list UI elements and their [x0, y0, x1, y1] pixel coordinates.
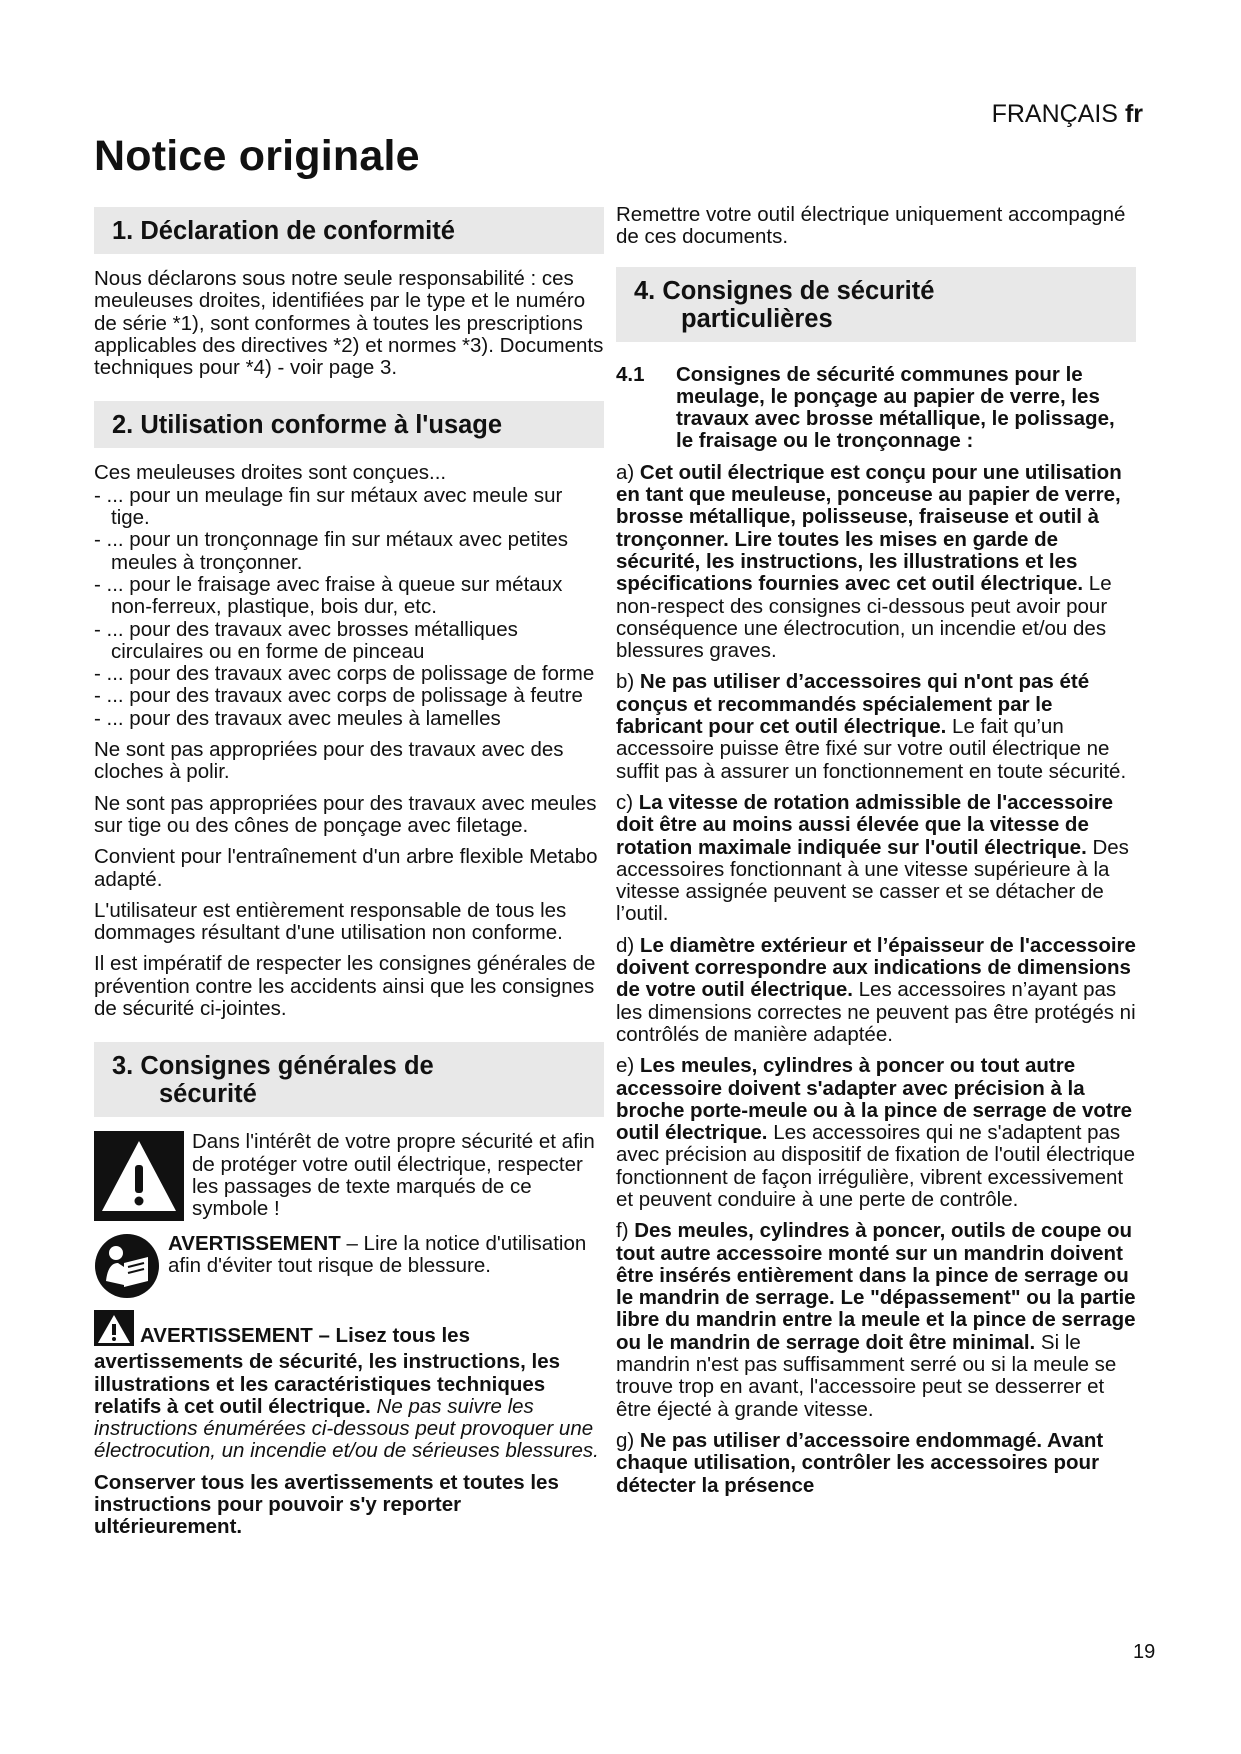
safety-item-f: f) Des meules, cylindres à poncer, outils de coupe ou tout autre accessoire monté sur un mandrin doivent être insérés entièrement dans la pince de serrage ou le mandrin de serrage. Le "dépassement" ou la partie libre du mandrin entre la meule et la pince de serrage ou le mandrin de serrage doit être minimal. Si le mandrin n'est pas suffisamment serré ou si la meule se trouve trop en avant, l'accessoire peut se desserrer et être éjecté à grande vitesse. — [616, 1219, 1136, 1421]
page-number: 19 — [1133, 1641, 1156, 1663]
warning-label: AVERTISSEMENT — [168, 1231, 341, 1255]
section-2-intro: Ces meuleuses droites sont conçues... — [94, 461, 447, 485]
subsection-title: Consignes de sécurité communes pour le meulage, le ponçage au papier de verre, les travaux avec brosse métallique, le polissage, le fraisage ou le tronçonnage : — [676, 362, 1115, 453]
usage-list — [94, 485, 604, 730]
right-column — [616, 204, 1136, 1506]
keep-instructions-text: Conserver tous les avertissements et toutes les instructions pour pouvoir s'y reporter ultérieurement. — [94, 1470, 559, 1539]
section-2-heading: 2. Utilisation conforme à l'usage — [94, 401, 604, 448]
read-manual-icon — [94, 1233, 160, 1304]
safety-item-a: a) Cet outil électrique est conçu pour une utilisation en tant que meuleuse, ponceuse au papier de verre, brosse métallique, polisseuse, fraiseuse et outil à tronçonner. Lire toutes les mises en garde de sécurité, les instructions, les illustrations et les spécifications fournies avec cet outil électrique. Le non-respect des consignes ci-dessous peut avoir pour conséquence une électrocution, un incendie et/ou des blessures graves. — [616, 460, 1122, 663]
subsection-4-1-heading — [616, 364, 1136, 453]
language-indicator — [992, 100, 1143, 129]
subsection-number: 4.1 — [616, 362, 645, 386]
section-2-paragraph: Il est impératif de respecter les consignes générales de prévention contre les accidents ainsi que les consignes de sécurité ci-jointes. — [94, 952, 596, 1021]
language-label: FRANÇAIS — [991, 100, 1118, 128]
list-item: - ... pour des travaux avec brosses métalliques circulaires ou en forme de pinceau — [94, 617, 518, 663]
list-item: - ... pour un tronçonnage fin sur métaux avec petites meules à tronçonner. — [94, 528, 569, 574]
section-2-paragraph: Ne sont pas appropriées pour des travaux avec des cloches à polir. — [94, 738, 564, 784]
section-1-heading: 1. Déclaration de conformité — [94, 207, 604, 254]
general-warning-italic: Ne pas suivre les instructions énumérées ci-dessous peut provoquer une électrocution, un incendie et/ou de sérieuses blessures. — [94, 1394, 599, 1463]
read-manual-block — [94, 1233, 604, 1304]
list-item: - ... pour des travaux avec meules à lamelles — [94, 706, 501, 730]
safety-symbol-text: Dans l'intérêt de votre propre sécurité et afin de protéger votre outil électrique, respecter les passages de texte marqués de ce symbole ! — [192, 1130, 595, 1221]
warning-triangle-icon — [94, 1131, 184, 1226]
section-2-paragraph: L'utilisateur est entièrement responsable de tous les dommages résultant d'une utilisation non conforme. — [94, 898, 567, 945]
page-title: Notice originale — [94, 132, 420, 180]
small-warning-icon — [94, 1310, 134, 1351]
safety-item-d: d) Le diamètre extérieur et l’épaisseur de l'accessoire doivent correspondre aux indications de dimensions de votre outil électrique. Les accessoires n’ayant pas les dimensions correctes ne peuvent pas être protégés ni contrôlés de manière adaptée. — [616, 933, 1136, 1046]
section-3-heading — [94, 1042, 604, 1117]
list-item: - ... pour des travaux avec corps de polissage à feutre — [94, 684, 583, 708]
language-code: fr — [1124, 100, 1143, 128]
section-4-heading-line2: particulières — [681, 304, 833, 333]
safety-symbol-block — [94, 1131, 604, 1226]
section-3-heading-line1: 3. Consignes générales de — [112, 1052, 434, 1081]
list-item: - ... pour le fraisage avec fraise à queue sur métaux non-ferreux, plastique, bois dur, etc. — [94, 572, 563, 619]
section-3-heading-line2: sécurité — [159, 1080, 257, 1109]
safety-item-b: b) Ne pas utiliser d’accessoires qui n'ont pas été conçus et recommandés spécialement par le fabricant pour cet outil électrique. Le fait qu’un accessoire puisse être fixé sur votre outil électrique ne suffit pas à assurer un fonctionnement en toute sécurité. — [616, 670, 1127, 783]
right-intro-text: Remettre votre outil électrique uniquement accompagné de ces documents. — [616, 203, 1126, 249]
safety-item-c: c) La vitesse de rotation admissible de l'accessoire doit être au moins aussi élevée que la vitesse de rotation maximale indiquée sur l'outil électrique. Des accessoires fonctionnant à une vitesse supérieure à la vitesse assignée peuvent se casser et se détacher de l’outil. — [616, 790, 1129, 926]
general-warning — [94, 1310, 604, 1463]
section-2-paragraph: Ne sont pas appropriées pour des travaux avec meules sur tige ou des cônes de ponçage avec filetage. — [94, 791, 597, 837]
safety-item-g: g) Ne pas utiliser d’accessoire endommagé. Avant chaque utilisation, contrôler les accessoires pour détecter la présence — [616, 1428, 1104, 1497]
section-1-text: Nous déclarons sous notre seule responsabilité : ces meuleuses droites, identifiées par le type et le numéro de série *1), sont conformes à toutes les prescriptions applicables des directives *2) et normes *3). Documents techniques pour *4) - voir page 3. — [94, 267, 604, 380]
section-4-heading — [616, 267, 1136, 342]
left-column — [94, 207, 604, 1548]
section-4-heading-line1: 4. Consignes de sécurité — [634, 276, 935, 305]
list-item: - ... pour des travaux avec corps de polissage de forme — [94, 662, 595, 686]
general-warning-bold: AVERTISSEMENT – Lisez tous les avertissements de sécurité, les instructions, les illustrations et les caractéristiques techniques relatifs à cet outil électrique. — [94, 1323, 561, 1418]
list-item: - ... pour un meulage fin sur métaux avec meule sur tige. — [94, 483, 563, 530]
section-2-paragraph: Convient pour l'entraînement d'un arbre flexible Metabo adapté. — [94, 845, 598, 891]
read-manual-text: AVERTISSEMENT – Lire la notice d'utilisation afin d'éviter tout risque de blessure. — [168, 1231, 587, 1277]
safety-item-e: e) Les meules, cylindres à poncer ou tout autre accessoire doivent s'adapter avec précision à la broche porte-meule ou à la pince de serrage de votre outil électrique. Les accessoires qui ne s'adaptent pas avec précision au dispositif de fixation de l'outil électrique fonctionnent de façon irrégulière, vibrent excessivement et peuvent conduire à une perte de contrôle. — [616, 1054, 1135, 1211]
